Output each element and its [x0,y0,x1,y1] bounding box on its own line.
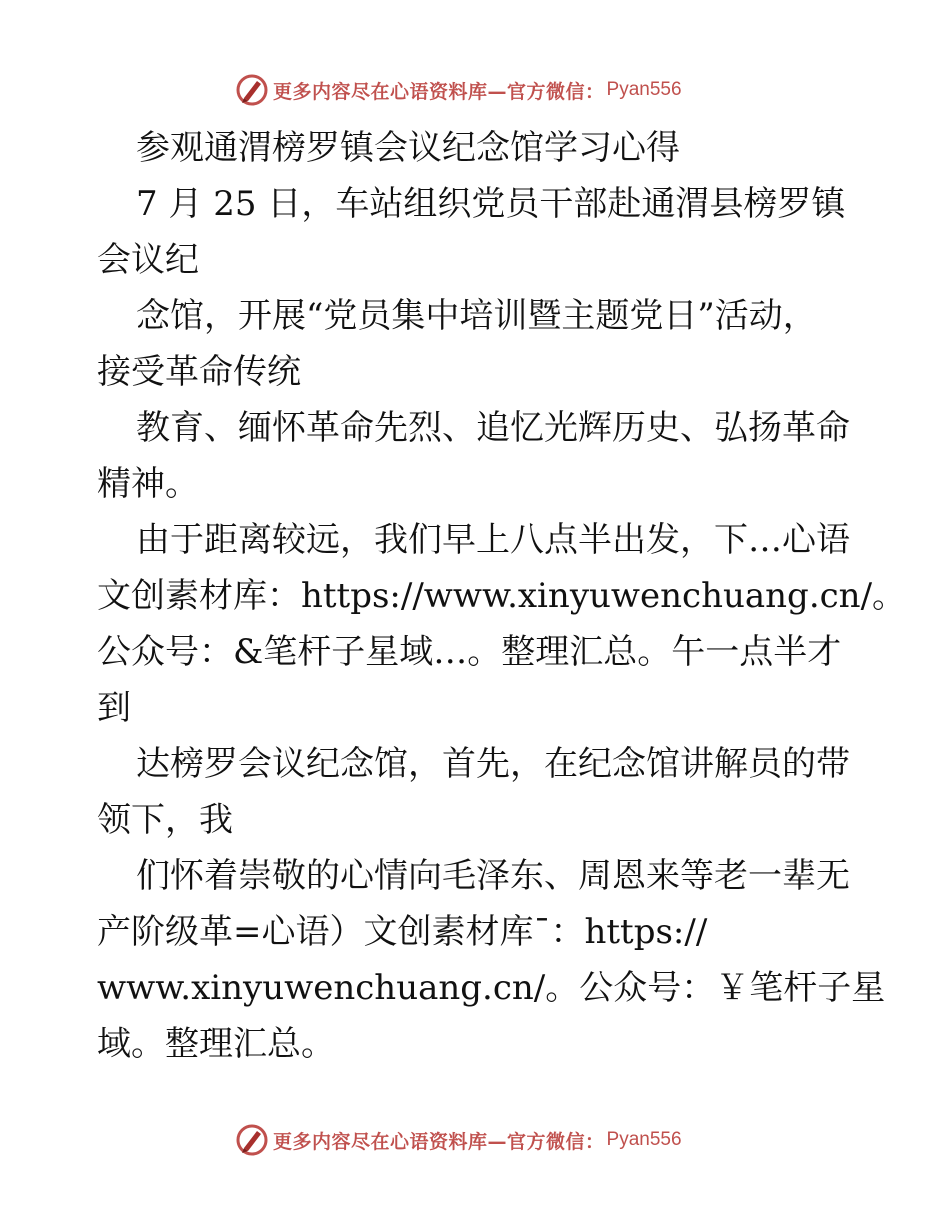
text-line: 会议纪 [97,240,199,280]
header-watermark-banner [235,70,682,110]
text-line: 到 [97,688,131,728]
text-line: 产阶级革=心语）文创素材库¯：https:// [97,912,708,952]
banner-wechat-id: Pyan556 [606,1129,682,1150]
text-line: 接受革命传统 [97,352,301,392]
text-line: www.xinyuwenchuang.cn/。公众号：￥笔杆子星 [97,968,886,1008]
text-line: 文创素材库：https://www.xinyuwenchuang.cn/。 [97,576,907,616]
text-line: 达榜罗会议纪念馆，首先，在纪念馆讲解员的带 [136,744,850,784]
text-line: 们怀着崇敬的心情向毛泽东、周恩来等老一辈无 [136,856,850,896]
text-line: 领下，我 [97,800,233,840]
banner-text: 更多内容尽在心语资料库—官方微信： [273,1130,605,1153]
footer-watermark-banner [235,1120,682,1160]
text-line: 域。整理汇总。 [97,1024,335,1064]
document-body [97,120,907,1072]
text-line: 念馆，开展“党员集中培训暨主题党日”活动， [136,296,817,336]
document-title: 参观通渭榜罗镇会议纪念馆学习心得 [136,128,680,168]
text-line: 精神。 [97,464,199,504]
text-line: 7 月 25 日，车站组织党员干部赴通渭县榜罗镇 [136,184,846,224]
pen-in-circle-icon [235,1123,269,1157]
text-line: 教育、缅怀革命先烈、追忆光辉历史、弘扬革命 [136,408,850,448]
text-line: 公众号：&笔杆子星域…。整理汇总。午一点半才 [97,632,842,672]
pen-in-circle-icon [235,73,269,107]
banner-text: 更多内容尽在心语资料库—官方微信： [273,80,605,103]
banner-wechat-id: Pyan556 [606,79,682,100]
text-line: 由于距离较远，我们早上八点半出发，下…心语 [136,520,850,560]
